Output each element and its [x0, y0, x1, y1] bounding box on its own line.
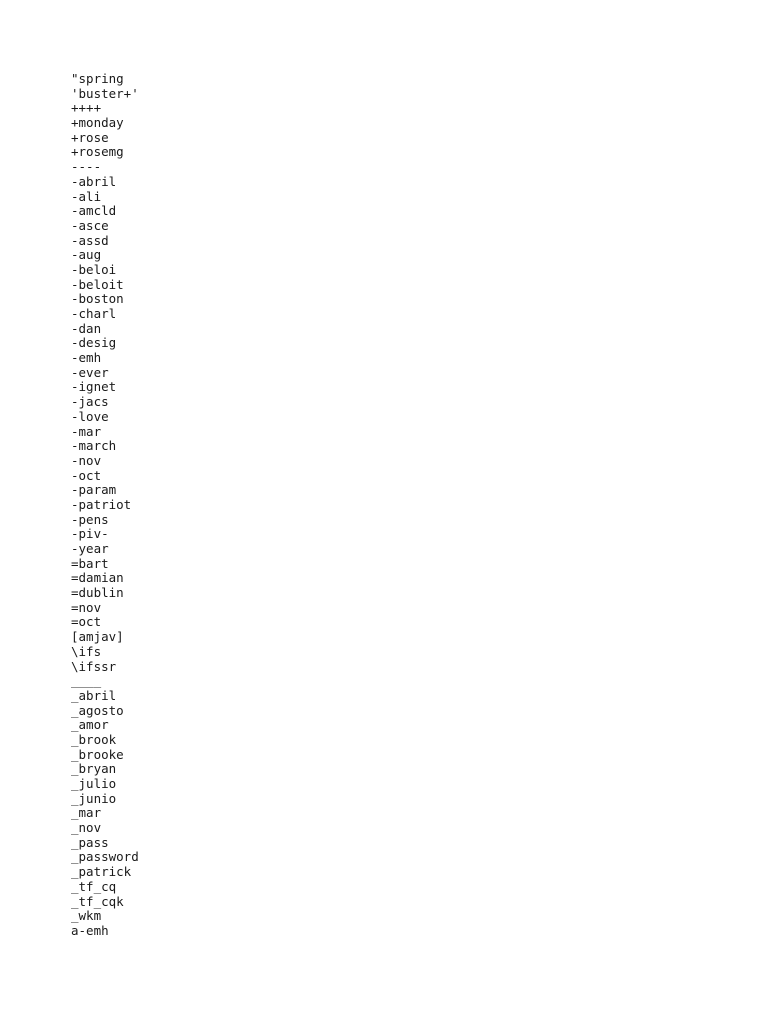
list-item: _junio: [71, 790, 117, 806]
list-item: _tf_cq: [71, 878, 117, 894]
list-item: -aug: [71, 247, 102, 263]
list-item: =oct: [71, 614, 102, 630]
word-list: [71, 72, 139, 939]
list-item: [amjav]: [71, 629, 124, 645]
list-item: _bryan: [71, 761, 117, 777]
list-item: _amor: [71, 717, 109, 733]
list-item: -love: [71, 408, 109, 424]
list-item: -desig: [71, 335, 117, 351]
list-item: -year: [71, 541, 109, 556]
list-item: -amcld: [71, 203, 117, 219]
list-item: a-emh: [71, 922, 109, 938]
list-item: _password: [71, 849, 139, 865]
list-item: _abril: [71, 687, 117, 703]
list-item: -beloi: [71, 261, 117, 277]
list-item: -abril: [71, 173, 117, 189]
list-item: -jacs: [71, 394, 109, 410]
list-item: ++++: [71, 100, 102, 116]
list-item: _tf_cqk: [71, 893, 124, 909]
list-item: _julio: [71, 776, 117, 791]
list-item: =damian: [71, 570, 124, 586]
list-item: _pass: [71, 834, 109, 850]
list-item: _agosto: [71, 702, 124, 718]
list-item: _nov: [71, 820, 102, 836]
list-item: -ali: [71, 188, 102, 204]
list-item: +rose: [71, 129, 109, 145]
list-item: \ifs: [71, 643, 102, 659]
list-item: -oct: [71, 467, 102, 483]
list-item: _brook: [71, 731, 117, 747]
list-item: +rosemg: [71, 144, 124, 160]
list-item: ----: [71, 159, 102, 175]
list-item: -charl: [71, 306, 117, 321]
list-item: -asce: [71, 217, 109, 233]
list-item: _brooke: [71, 746, 124, 762]
list-item: -march: [71, 438, 117, 454]
list-item: _wkm: [71, 908, 102, 924]
list-item: -nov: [71, 452, 102, 468]
list-item: 'buster+': [71, 85, 139, 101]
list-item: -beloit: [71, 276, 124, 292]
list-item: \ifssr: [71, 658, 117, 674]
list-item: =nov: [71, 599, 102, 615]
list-item: -assd: [71, 232, 109, 248]
list-item: -patriot: [71, 496, 132, 512]
list-item: ____: [71, 673, 102, 689]
list-item: -param: [71, 482, 117, 498]
list-item: "spring: [71, 71, 124, 86]
list-item: -piv-: [71, 526, 109, 542]
list-item: +monday: [71, 115, 124, 131]
list-item: -boston: [71, 291, 124, 307]
list-item: =dublin: [71, 585, 124, 601]
list-item: -emh: [71, 350, 102, 366]
list-item: -ignet: [71, 379, 117, 395]
list-item: _mar: [71, 805, 102, 821]
list-item: -dan: [71, 320, 102, 336]
list-item: _patrick: [71, 864, 132, 880]
list-item: -mar: [71, 423, 102, 439]
list-item: -ever: [71, 364, 109, 380]
list-item: -pens: [71, 511, 109, 527]
list-item: =bart: [71, 555, 109, 571]
